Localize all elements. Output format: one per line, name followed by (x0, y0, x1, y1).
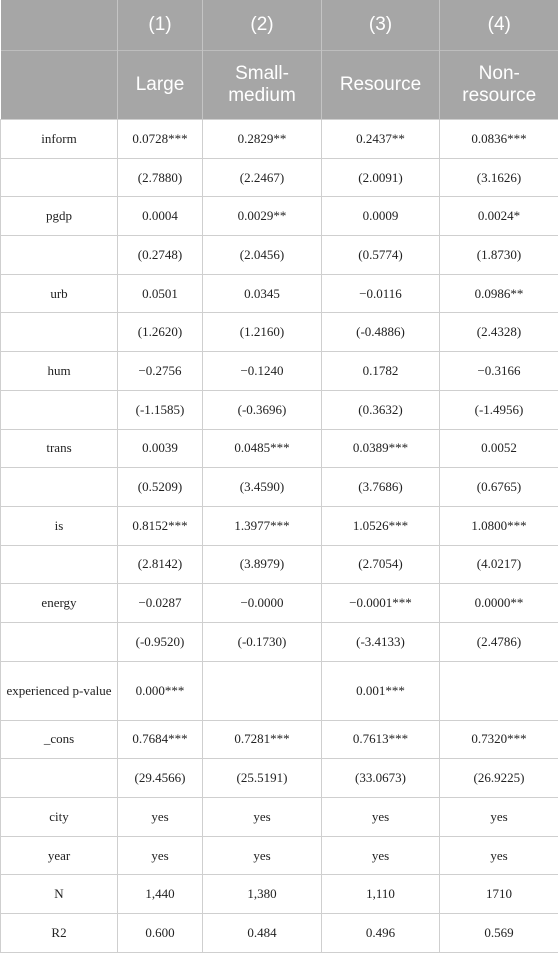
table-cell: (-0.1730) (203, 622, 322, 661)
row-label-cell (1, 468, 118, 507)
table-row (1, 158, 558, 197)
table-row (1, 429, 558, 468)
table-cell: yes (440, 798, 558, 837)
table-cell: (0.2748) (118, 236, 203, 275)
table-row (1, 197, 558, 236)
table-cell: (0.5774) (322, 236, 440, 275)
table-cell: (1.2620) (118, 313, 203, 352)
table-cell: 0.1782 (322, 352, 440, 391)
table-row (1, 661, 558, 720)
column-label-header: Small-medium (203, 51, 322, 120)
table-cell: (1.2160) (203, 313, 322, 352)
row-label-cell: R2 (1, 914, 118, 953)
table-cell: 1.0526*** (322, 506, 440, 545)
table-cell: (-1.4956) (440, 390, 558, 429)
table-cell: (0.5209) (118, 468, 203, 507)
table-row (1, 120, 558, 159)
table-row (1, 468, 558, 507)
column-number-header (1, 0, 118, 51)
table-cell: (1.8730) (440, 236, 558, 275)
table-cell: 0.0039 (118, 429, 203, 468)
table-cell: 0.000*** (118, 661, 203, 720)
table-cell: yes (118, 836, 203, 875)
row-label-cell: pgdp (1, 197, 118, 236)
table-cell: (2.2467) (203, 158, 322, 197)
table-row (1, 352, 558, 391)
row-label-cell (1, 390, 118, 429)
table-cell: 0.2829** (203, 120, 322, 159)
table-cell: 0.2437** (322, 120, 440, 159)
column-number-header: (2) (203, 0, 322, 51)
table-row (1, 759, 558, 798)
table-cell (203, 661, 322, 720)
table-cell: 0.7613*** (322, 720, 440, 759)
table-cell: (0.6765) (440, 468, 558, 507)
table-cell: 0.8152*** (118, 506, 203, 545)
header-row-numbers (1, 0, 558, 51)
row-label-cell: experienced p-value (1, 661, 118, 720)
table-cell: −0.1240 (203, 352, 322, 391)
table-cell: (2.4786) (440, 622, 558, 661)
row-label-cell (1, 236, 118, 275)
table-cell: −0.0116 (322, 274, 440, 313)
row-label-cell (1, 759, 118, 798)
table-row (1, 274, 558, 313)
table-cell: 1,380 (203, 875, 322, 914)
table-row (1, 236, 558, 275)
table-row (1, 390, 558, 429)
table-cell: yes (322, 836, 440, 875)
table-cell (440, 661, 558, 720)
table-cell: (-0.4886) (322, 313, 440, 352)
header-row-labels (1, 51, 558, 120)
table-cell: (-1.1585) (118, 390, 203, 429)
column-number-header: (3) (322, 0, 440, 51)
table-row (1, 798, 558, 837)
table-body (1, 120, 558, 953)
table-cell: −0.0001*** (322, 584, 440, 623)
table-row (1, 622, 558, 661)
column-number-header: (1) (118, 0, 203, 51)
table-cell: (2.0456) (203, 236, 322, 275)
table-cell: (3.7686) (322, 468, 440, 507)
table-cell: 0.0009 (322, 197, 440, 236)
table-cell: 0.0485*** (203, 429, 322, 468)
table-cell: 0.600 (118, 914, 203, 953)
table-row (1, 584, 558, 623)
column-label-header (1, 51, 118, 120)
table-cell: 0.001*** (322, 661, 440, 720)
row-label-cell (1, 158, 118, 197)
table-cell: (4.0217) (440, 545, 558, 584)
table-cell: 0.0024* (440, 197, 558, 236)
row-label-cell: N (1, 875, 118, 914)
row-label-cell: urb (1, 274, 118, 313)
table-cell: 1.3977*** (203, 506, 322, 545)
row-label-cell: _cons (1, 720, 118, 759)
table-cell: 0.484 (203, 914, 322, 953)
table-cell: 0.0029** (203, 197, 322, 236)
row-label-cell: trans (1, 429, 118, 468)
table-row (1, 875, 558, 914)
table-cell: 1,440 (118, 875, 203, 914)
table-cell: (29.4566) (118, 759, 203, 798)
table-cell: 0.0836*** (440, 120, 558, 159)
row-label-cell: inform (1, 120, 118, 159)
column-label-header: Resource (322, 51, 440, 120)
table-cell: 0.0345 (203, 274, 322, 313)
table-cell: 0.0389*** (322, 429, 440, 468)
table-cell: 1.0800*** (440, 506, 558, 545)
table-cell: 0.7684*** (118, 720, 203, 759)
row-label-cell: energy (1, 584, 118, 623)
table-cell: (-0.3696) (203, 390, 322, 429)
table-cell: 0.0004 (118, 197, 203, 236)
table-cell: 0.0501 (118, 274, 203, 313)
table-row (1, 313, 558, 352)
table-cell: (2.8142) (118, 545, 203, 584)
table-cell: −0.3166 (440, 352, 558, 391)
table-cell: (2.7880) (118, 158, 203, 197)
table-cell: 0.0000** (440, 584, 558, 623)
table-cell: 0.0052 (440, 429, 558, 468)
table-cell: (-0.9520) (118, 622, 203, 661)
table-cell: −0.0000 (203, 584, 322, 623)
table-cell: yes (440, 836, 558, 875)
table-cell: (2.0091) (322, 158, 440, 197)
table-row (1, 506, 558, 545)
table-cell: yes (322, 798, 440, 837)
table-cell: (26.9225) (440, 759, 558, 798)
table-cell: yes (203, 836, 322, 875)
table-cell: (-3.4133) (322, 622, 440, 661)
table-cell: 0.496 (322, 914, 440, 953)
table-cell: −0.2756 (118, 352, 203, 391)
row-label-cell: hum (1, 352, 118, 391)
row-label-cell (1, 313, 118, 352)
table-row (1, 545, 558, 584)
table-row (1, 836, 558, 875)
table-cell: (3.4590) (203, 468, 322, 507)
table-cell: 1,110 (322, 875, 440, 914)
table-cell: 0.0728*** (118, 120, 203, 159)
table-cell: (33.0673) (322, 759, 440, 798)
table-cell: 0.7320*** (440, 720, 558, 759)
row-label-cell (1, 545, 118, 584)
column-number-header: (4) (440, 0, 558, 51)
row-label-cell: is (1, 506, 118, 545)
table-header (1, 0, 558, 120)
column-label-header: Large (118, 51, 203, 120)
table-cell: yes (203, 798, 322, 837)
table-cell: 0.7281*** (203, 720, 322, 759)
table-cell: 1710 (440, 875, 558, 914)
table-cell: 0.0986** (440, 274, 558, 313)
table-cell: (0.3632) (322, 390, 440, 429)
table-cell: (3.8979) (203, 545, 322, 584)
row-label-cell (1, 622, 118, 661)
row-label-cell: city (1, 798, 118, 837)
column-label-header: Non-resource (440, 51, 558, 120)
table-cell: (3.1626) (440, 158, 558, 197)
table-cell: (2.7054) (322, 545, 440, 584)
table-cell: −0.0287 (118, 584, 203, 623)
table-row (1, 914, 558, 953)
table-row (1, 720, 558, 759)
table-cell: (25.5191) (203, 759, 322, 798)
row-label-cell: year (1, 836, 118, 875)
table-cell: (2.4328) (440, 313, 558, 352)
table-cell: yes (118, 798, 203, 837)
table-cell: 0.569 (440, 914, 558, 953)
